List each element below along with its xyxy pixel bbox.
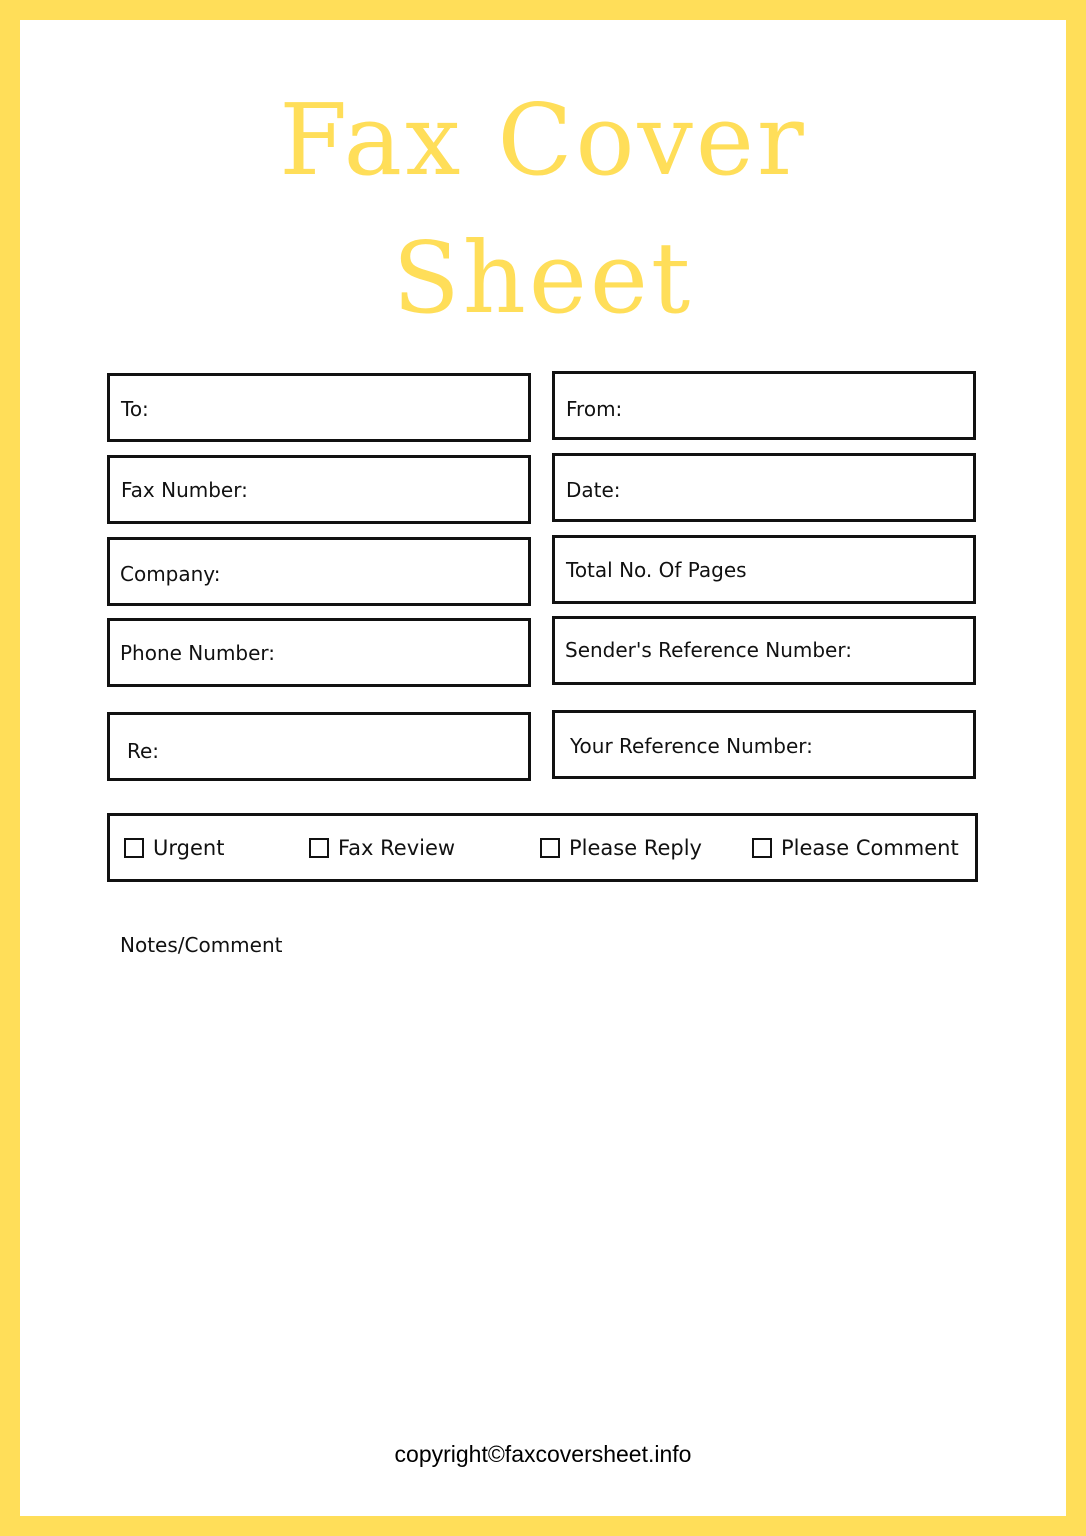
total-pages-field[interactable] — [552, 535, 976, 604]
phone-number-label: Phone Number: — [120, 641, 276, 665]
copyright-text: copyright©faxcoversheet.info — [394, 1441, 692, 1467]
please-reply-label: Please Reply — [569, 835, 702, 860]
urgent-label: Urgent — [153, 835, 225, 860]
fax-review-option[interactable] — [309, 816, 455, 879]
please-comment-label: Please Comment — [781, 835, 959, 860]
please-comment-checkbox[interactable] — [752, 838, 772, 858]
please-reply-checkbox[interactable] — [540, 838, 560, 858]
page-title: Fax Cover — [279, 84, 807, 198]
company-label: Company: — [120, 562, 221, 586]
please-reply-option[interactable] — [540, 816, 702, 879]
your-reference-label: Your Reference Number: — [570, 734, 813, 758]
notes-label: Notes/Comment — [120, 933, 283, 957]
date-label: Date: — [566, 478, 621, 502]
date-field[interactable] — [552, 453, 976, 522]
your-reference-field[interactable] — [552, 710, 976, 779]
from-field[interactable] — [552, 371, 976, 440]
page-title-line2: Sheet — [392, 222, 694, 336]
please-comment-option[interactable] — [752, 816, 959, 879]
from-label: From: — [566, 397, 623, 421]
fax-review-label: Fax Review — [338, 835, 456, 860]
senders-reference-field[interactable] — [552, 616, 976, 685]
re-field[interactable] — [107, 712, 531, 781]
fax-review-checkbox[interactable] — [309, 838, 329, 858]
total-pages-label: Total No. Of Pages — [566, 558, 747, 582]
re-label: Re: — [127, 739, 160, 763]
fax-number-label: Fax Number: — [121, 478, 248, 502]
senders-reference-label: Sender's Reference Number: — [565, 638, 852, 662]
to-field[interactable] — [107, 373, 531, 442]
fax-number-field[interactable] — [107, 455, 531, 524]
company-field[interactable] — [107, 537, 531, 606]
to-label: To: — [121, 397, 149, 421]
options-checkbox-row — [107, 813, 978, 882]
urgent-option[interactable] — [124, 816, 224, 879]
urgent-checkbox[interactable] — [124, 838, 144, 858]
phone-number-field[interactable] — [107, 618, 531, 687]
